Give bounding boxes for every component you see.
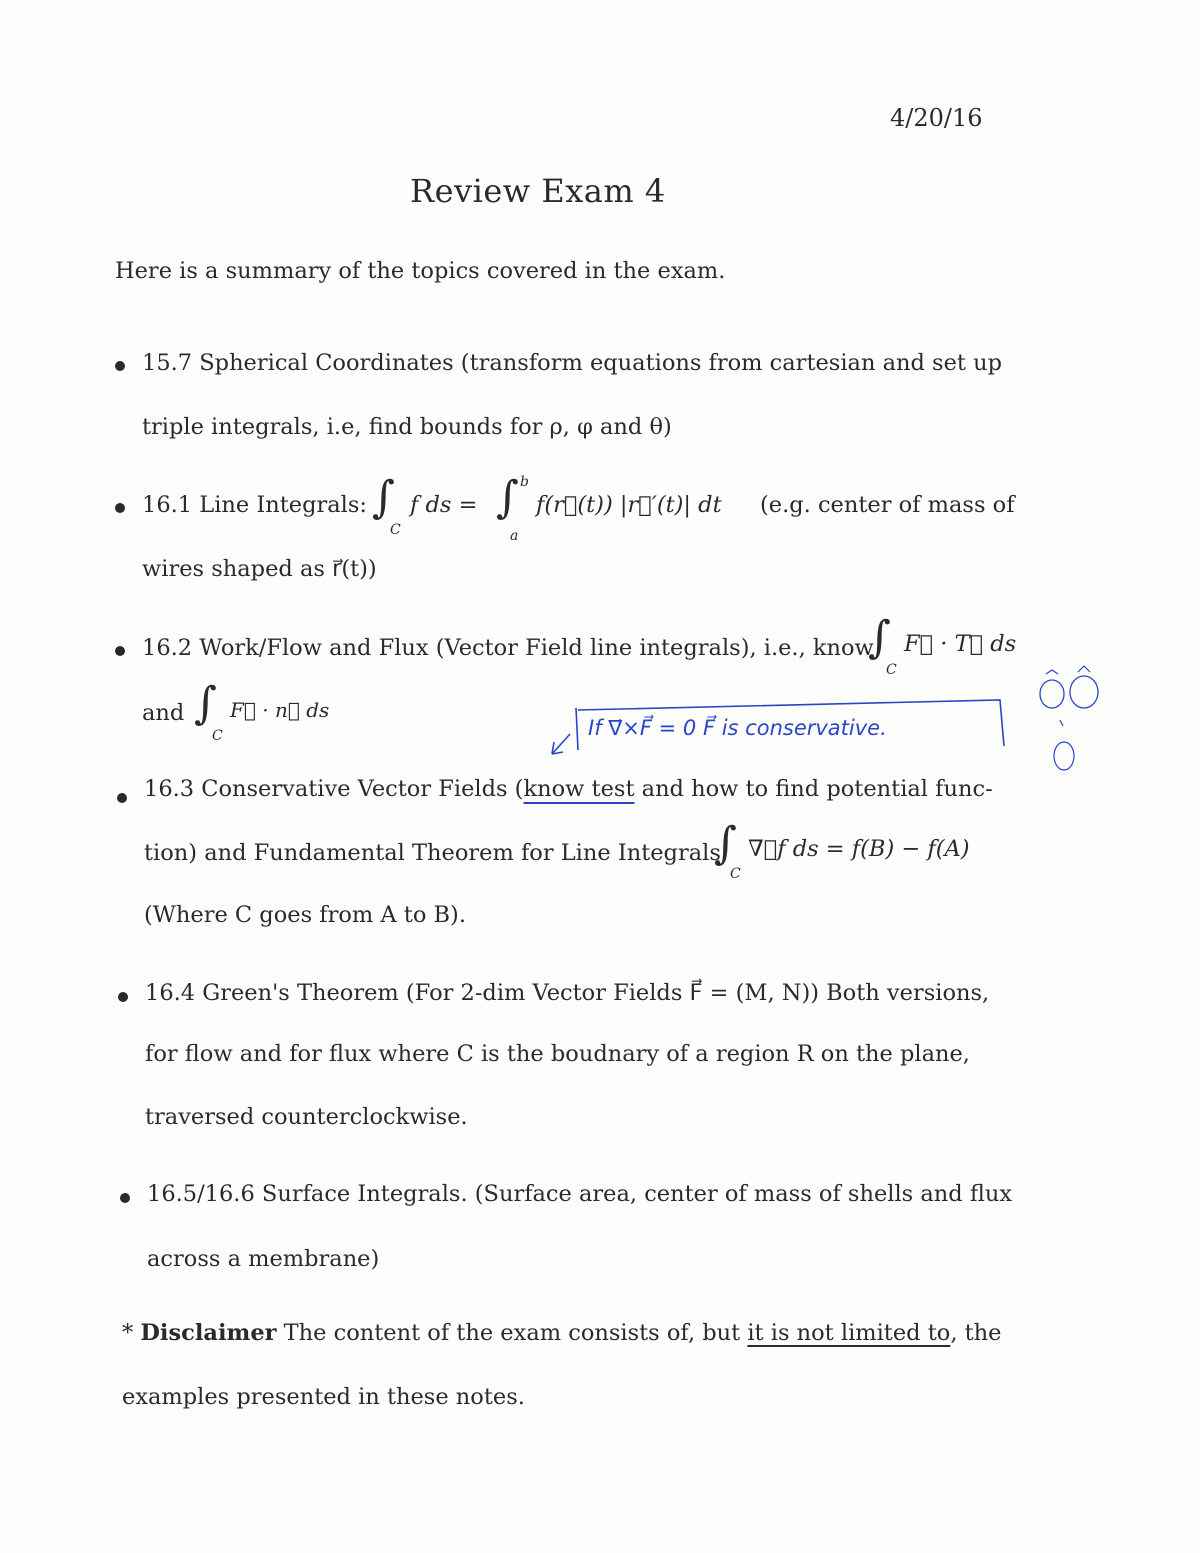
formula-ftli: ∇⃗f ds = f(B) − f(A) bbox=[748, 836, 970, 862]
disclaimer-line1 bbox=[122, 1320, 1001, 1346]
handwritten-note: If ∇⃗×F⃗ = 0 F⃗ is conservative. bbox=[588, 716, 887, 740]
bullet-icon bbox=[115, 503, 125, 513]
bullet-icon bbox=[117, 793, 127, 803]
integral-subscript: C bbox=[212, 728, 223, 744]
handwritten-doodle bbox=[1030, 660, 1120, 780]
item-16-5-line1: 16.5/16.6 Surface Integrals. (Surface area, center of mass of shells and flux bbox=[147, 1181, 1013, 1207]
bullet-icon bbox=[115, 361, 125, 371]
bullet-icon bbox=[118, 992, 128, 1002]
disclaimer-underlined: it is not limited to bbox=[747, 1320, 951, 1346]
bullet-icon bbox=[120, 1193, 130, 1203]
item-16-3-text-a: 16.3 Conservative Vector Fields ( bbox=[144, 776, 524, 802]
disclaimer-line2: examples presented in these notes. bbox=[122, 1384, 525, 1410]
page-title: Review Exam 4 bbox=[410, 172, 666, 210]
integral-lower-bound: a bbox=[510, 528, 519, 544]
disclaimer-star: * bbox=[122, 1320, 134, 1346]
disclaimer-text-b: , the bbox=[950, 1320, 1002, 1346]
item-16-4-line1: 16.4 Green's Theorem (For 2-dim Vector Fields F⃗ = (M, N)) Both versions, bbox=[145, 980, 990, 1006]
integral-subscript: C bbox=[730, 866, 741, 882]
integral-sign-icon: ∫ bbox=[194, 678, 217, 729]
integral-subscript: C bbox=[390, 522, 401, 538]
formula-left: f ds = bbox=[410, 492, 478, 518]
formula-tds: F⃗ · T⃗ ds bbox=[904, 631, 1017, 657]
arrow-icon bbox=[552, 734, 570, 754]
item-16-2-line1: 16.2 Work/Flow and Flux (Vector Field line integrals), i.e., know bbox=[142, 635, 874, 661]
integral-sign-icon: ∫ bbox=[714, 818, 737, 869]
item-16-5-line2: across a membrane) bbox=[147, 1246, 380, 1272]
formula-nds: F⃗ · n⃗ ds bbox=[230, 698, 330, 722]
disclaimer-text-a: The content of the exam consists of, but bbox=[276, 1320, 748, 1346]
integral-sign-icon: ∫ bbox=[372, 472, 395, 523]
disclaimer-label: Disclaimer bbox=[140, 1320, 277, 1346]
item-16-1-tail: (e.g. center of mass of bbox=[760, 492, 1015, 518]
item-16-1-line2: wires shaped as r⃗(t)) bbox=[142, 556, 377, 582]
item-16-3-text-b: and how to find potential func- bbox=[634, 776, 993, 802]
bullet-icon bbox=[115, 646, 125, 656]
formula-right: f(r⃗(t)) |r⃗′(t)| dt bbox=[536, 492, 722, 518]
item-16-3-know-test: know test bbox=[523, 776, 635, 802]
item-16-3-line3: (Where C goes from A to B). bbox=[144, 902, 466, 928]
integral-sign-icon: ∫ bbox=[496, 472, 519, 523]
integral-subscript: C bbox=[886, 662, 897, 678]
item-15-7-line2: triple integrals, i.e, find bounds for ρ, φ and θ) bbox=[142, 414, 672, 440]
integral-upper-bound: b bbox=[520, 474, 529, 490]
item-16-4-line3: traversed counterclockwise. bbox=[145, 1104, 468, 1130]
integral-sign-icon: ∫ bbox=[868, 612, 891, 663]
item-16-3-line1 bbox=[144, 776, 993, 802]
item-16-4-line2: for flow and for flux where C is the boudnary of a region R on the plane, bbox=[145, 1041, 970, 1067]
item-16-3-line2: tion) and Fundamental Theorem for Line Integrals bbox=[144, 840, 721, 866]
item-16-2-and: and bbox=[142, 700, 185, 726]
item-16-1-label: 16.1 Line Integrals: bbox=[142, 492, 367, 518]
item-15-7-line1: 15.7 Spherical Coordinates (transform equations from cartesian and set up bbox=[142, 350, 1003, 376]
intro-text: Here is a summary of the topics covered in the exam. bbox=[115, 258, 726, 284]
date: 4/20/16 bbox=[890, 104, 983, 132]
